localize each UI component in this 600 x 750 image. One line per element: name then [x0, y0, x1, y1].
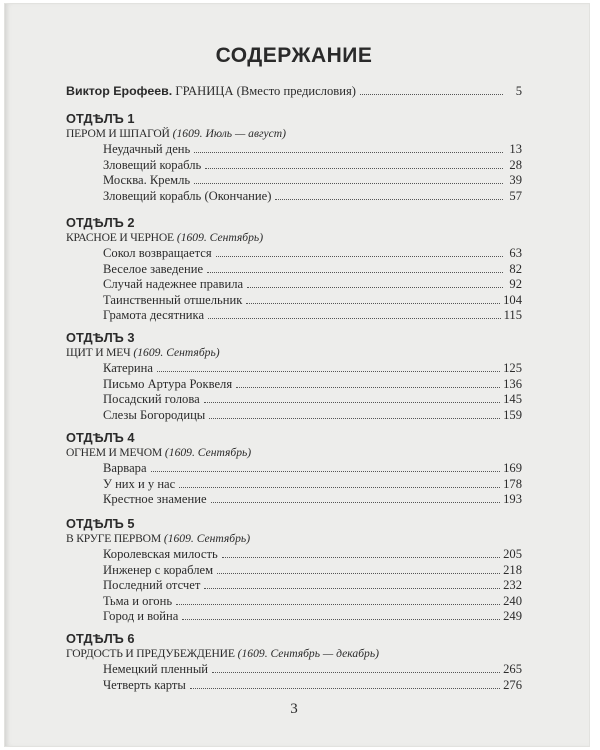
toc-entry[interactable] [103, 360, 522, 376]
entry-title: Слезы Богородицы [103, 407, 206, 422]
toc-entry[interactable] [103, 460, 522, 476]
toc-entry[interactable] [103, 292, 522, 308]
toc-entry[interactable] [103, 476, 522, 492]
entry-page: 13 [509, 142, 522, 156]
entry-page: 205 [503, 547, 522, 561]
entry-page: 115 [503, 308, 522, 323]
entry-page: 82 [509, 261, 522, 276]
section-name: ПЕРОМ И ШПАГОЙ [66, 127, 170, 140]
entry-title: Зловещий корабль [103, 157, 202, 172]
section-name: ОГНЕМ И МЕЧОМ [66, 446, 163, 459]
intro-title: ГРАНИЦА (Вместо предисловия) [175, 84, 356, 98]
entry-title: Грамота десятника [103, 308, 205, 323]
leader-dots [179, 487, 500, 488]
section-date: (1609. Сентябрь) [164, 446, 252, 459]
entry-page: 28 [509, 157, 522, 172]
entry-title: Письмо Артура Роквеля [103, 376, 233, 391]
leader-dots [217, 573, 500, 574]
entry-title: Москва. Кремль [103, 173, 191, 188]
toc-heading: СОДЕРЖАНИЕ [215, 44, 373, 67]
section-title [66, 646, 379, 662]
toc-entry[interactable] [103, 677, 522, 693]
section-title [66, 230, 263, 246]
section-date: (1609. Сентябрь) [163, 532, 251, 545]
section-date: (1609. Июль — август) [172, 127, 287, 140]
intro-author: Виктор Ерофеев. [66, 84, 173, 98]
leader-dots [182, 619, 500, 620]
leader-dots [222, 557, 500, 558]
entry-page: 249 [503, 609, 522, 624]
section-date: (1609. Сентябрь — декабрь) [237, 647, 379, 660]
leader-dots [275, 199, 503, 200]
leader-dots [216, 256, 503, 257]
entry-page: 125 [503, 361, 522, 375]
page-number: 3 [290, 701, 298, 717]
section-head: ОТДѢЛЪ 5 [66, 516, 135, 531]
intro-label [66, 83, 356, 99]
entry-title: Веселое заведение [103, 261, 204, 276]
entry-title: Королевская милость [103, 547, 218, 561]
entry-title: Город и война [103, 609, 179, 624]
toc-entry[interactable] [103, 307, 522, 323]
leader-dots [176, 604, 500, 605]
toc-entry[interactable] [103, 157, 522, 173]
section-name: ГОРДОСТЬ И ПРЕДУБЕЖДЕНИЕ [66, 647, 235, 660]
section-date: (1609. Сентябрь) [176, 231, 264, 244]
leader-dots [246, 303, 500, 304]
entry-page: 92 [509, 277, 522, 292]
entry-page: 178 [503, 476, 522, 491]
toc-entry[interactable] [103, 593, 522, 609]
entry-title: Тьма и огонь [103, 593, 173, 608]
toc-entry[interactable] [103, 188, 522, 204]
section-title [66, 531, 250, 547]
entry-title: Катерина [103, 361, 153, 375]
entry-page: 276 [503, 677, 522, 692]
leader-dots [204, 402, 500, 403]
entry-page: 169 [503, 461, 522, 475]
entry-page: 39 [509, 173, 522, 188]
toc-entry[interactable] [103, 261, 522, 277]
section-name: В КРУГЕ ПЕРВОМ [66, 532, 161, 545]
section-name: КРАСНОЕ И ЧЕРНОЕ [66, 231, 174, 244]
toc-entry[interactable] [103, 391, 522, 407]
leader-dots [207, 272, 503, 273]
leader-dots [157, 371, 500, 372]
entry-page: 218 [503, 562, 522, 577]
leader-dots [209, 418, 500, 419]
leader-dots [205, 168, 503, 169]
section-name: ЩИТ И МЕЧ [66, 346, 131, 359]
entry-title: Зловещий корабль (Окончание) [103, 188, 272, 203]
entry-title: Варвара [103, 461, 147, 475]
entry-title: Немецкий пленный [103, 662, 209, 676]
leader-dots [204, 588, 500, 589]
entry-page: 63 [509, 246, 522, 260]
section-head: ОТДѢЛЪ 4 [66, 430, 135, 445]
entry-page: 57 [509, 188, 522, 203]
leader-dots [247, 287, 503, 288]
leader-dots [360, 94, 503, 95]
entry-page: 193 [503, 492, 522, 507]
entry-title: Неудачный день [103, 142, 191, 156]
entry-page: 145 [503, 392, 522, 407]
leader-dots [190, 688, 500, 689]
toc-entry[interactable] [103, 172, 522, 188]
entry-page: 240 [503, 593, 522, 608]
section-head: ОТДѢЛЪ 6 [66, 631, 135, 646]
entry-page: 159 [503, 407, 522, 422]
entry-title: Случай надежнее правила [103, 277, 244, 292]
section-date: (1609. Сентябрь) [133, 346, 220, 359]
entry-title: Последний отсчет [103, 578, 201, 593]
section-head: ОТДѢЛЪ 2 [66, 215, 135, 230]
entry-page: 265 [503, 662, 522, 676]
leader-dots [151, 471, 501, 472]
entry-page: 136 [503, 376, 522, 391]
entry-title: Крестное знамение [103, 492, 207, 507]
toc-entry[interactable] [103, 577, 522, 593]
entry-page: 104 [503, 292, 522, 307]
leader-dots [211, 502, 501, 503]
entry-title: Четверть карты [103, 677, 186, 692]
leader-dots [194, 152, 503, 153]
leader-dots [208, 318, 500, 319]
section-title [66, 445, 251, 461]
intro-entry [66, 83, 522, 99]
toc-entry[interactable] [103, 546, 522, 562]
book-page [5, 4, 589, 746]
toc-entry[interactable] [103, 491, 522, 507]
section-head: ОТДѢЛЪ 3 [66, 330, 135, 345]
toc-entry[interactable] [103, 407, 522, 423]
entry-title: Посадский голова [103, 392, 200, 407]
entry-title: Сокол возвращается [103, 246, 212, 260]
leader-dots [236, 387, 500, 388]
toc-entry[interactable] [103, 376, 522, 392]
intro-page: 5 [515, 84, 522, 98]
leader-dots [212, 672, 500, 673]
toc-entry[interactable] [103, 141, 522, 157]
entry-title: Инженер с кораблем [103, 562, 214, 577]
toc-entry[interactable] [103, 276, 522, 292]
toc-entry[interactable] [103, 661, 522, 677]
section-head: ОТДѢЛЪ 1 [66, 111, 135, 126]
toc-entry[interactable] [103, 608, 522, 624]
leader-dots [194, 183, 503, 184]
section-title [66, 345, 220, 361]
section-title [66, 126, 286, 142]
entry-title: Таинственный отшельник [103, 292, 243, 307]
entry-title: У них и у нас [103, 476, 176, 491]
entry-page: 232 [503, 578, 522, 593]
toc-entry[interactable] [103, 562, 522, 578]
toc-entry[interactable] [103, 245, 522, 261]
